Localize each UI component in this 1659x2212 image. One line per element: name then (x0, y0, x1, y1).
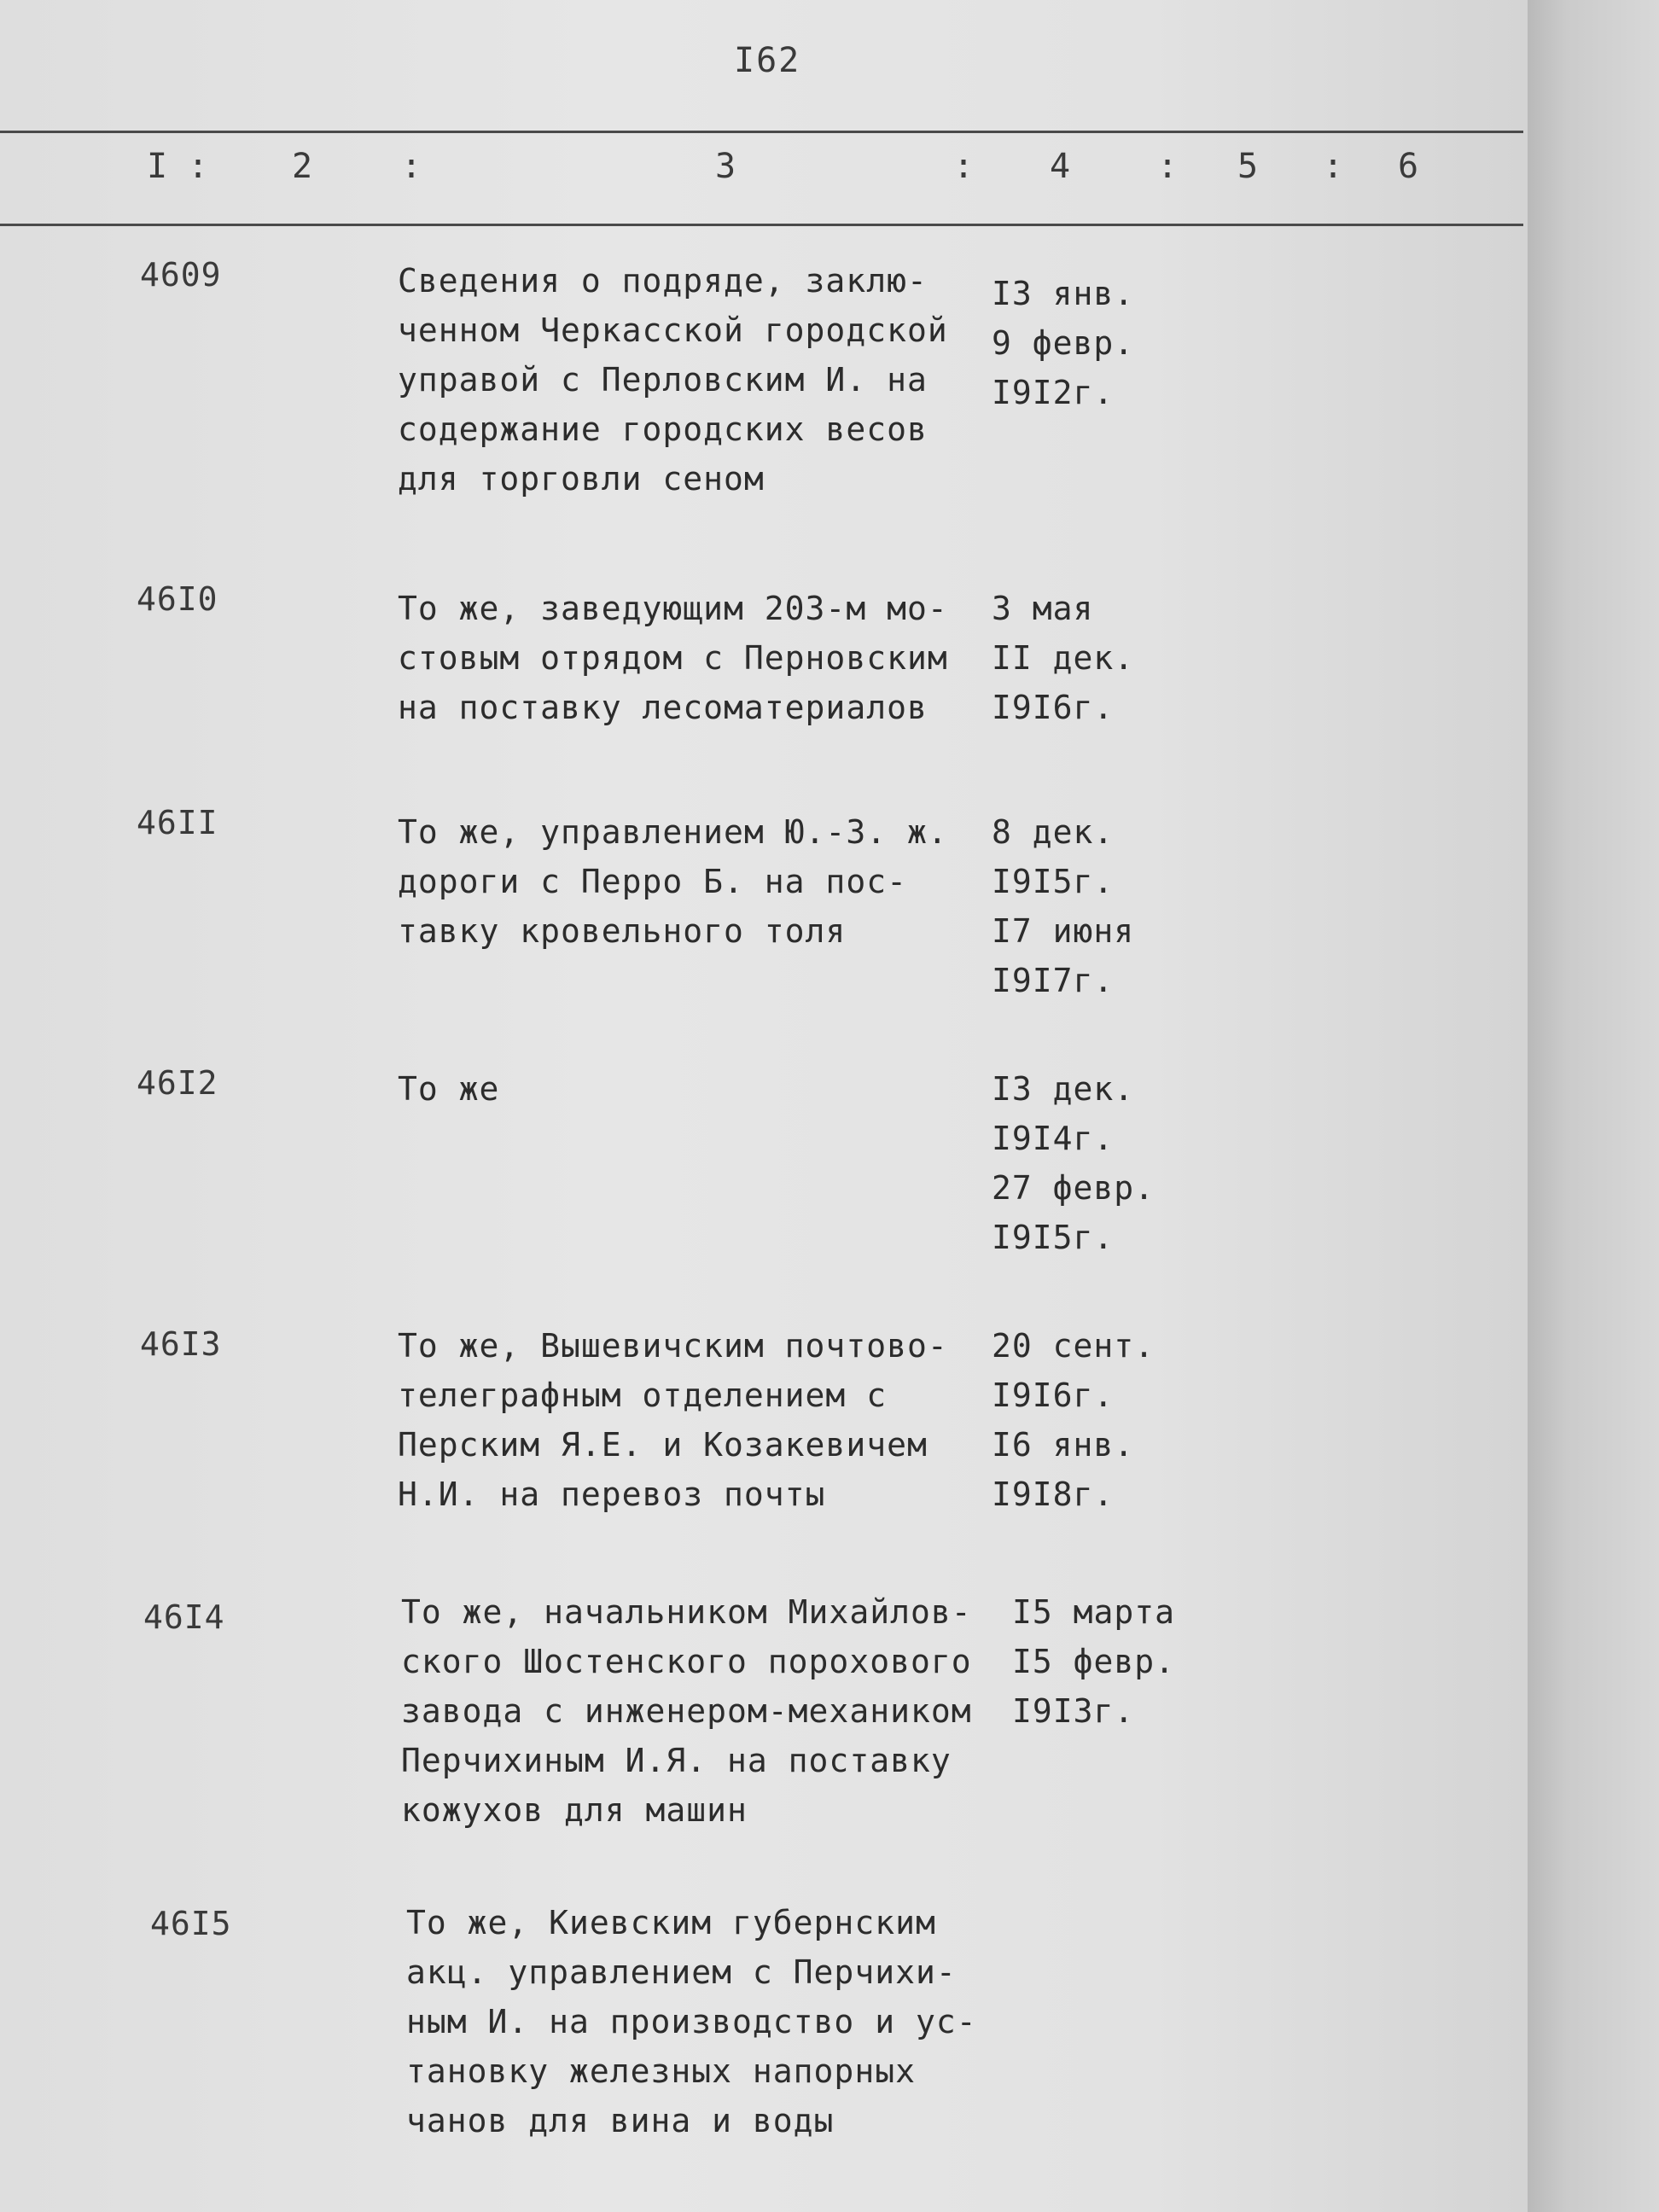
description-line: То же, начальником Михайлов- (401, 1593, 972, 1631)
date-line: I9I5г. (992, 1219, 1115, 1256)
description-line: завода с инженером-механиком (401, 1692, 972, 1730)
page-edge (1528, 0, 1659, 2212)
description-line: Перчихиным И.Я. на поставку (401, 1742, 952, 1779)
date-line: I9I6г. (992, 1377, 1115, 1414)
entry-description (406, 1898, 1004, 2145)
entry-description (398, 807, 995, 956)
description-line: дороги с Перро Б. на пос- (398, 863, 907, 900)
column-separator: : (1157, 147, 1179, 186)
column-header-3: 3 (715, 147, 736, 186)
description-line: ского Шостенского порохового (401, 1643, 972, 1680)
date-line: I5 марта (1012, 1593, 1176, 1631)
entry-dates (992, 1064, 1188, 1262)
entry-dates (1012, 1587, 1208, 1736)
description-line: тановку железных напорных (406, 2052, 916, 2090)
description-line: телеграфным отделением с (398, 1377, 888, 1414)
column-separator: : (401, 147, 422, 186)
column-header-6: 6 (1398, 147, 1419, 186)
entry-number: 46II (137, 804, 218, 841)
date-line: I9I7г. (992, 962, 1115, 999)
entry-dates (992, 269, 1188, 417)
entry-dates (992, 584, 1188, 732)
date-line: I9I8г. (992, 1476, 1115, 1513)
entry-number: 46I3 (140, 1325, 222, 1363)
description-line: управой с Перловским И. на (398, 361, 928, 399)
page-number: I62 (734, 41, 801, 80)
description-line: содержание городских весов (398, 410, 928, 448)
entry-dates (992, 807, 1188, 1005)
description-line: То же, заведующим 203-м мо- (398, 590, 948, 627)
description-line: для торговли сеном (398, 460, 765, 498)
date-line: 20 сент. (992, 1327, 1155, 1365)
date-line: I7 июня (992, 912, 1135, 950)
date-line: I3 дек. (992, 1070, 1135, 1108)
description-line: ным И. на производство и ус- (406, 2003, 977, 2040)
description-line: То же, Вышевичским почтово- (398, 1327, 948, 1365)
description-line: на поставку лесоматериалов (398, 689, 928, 726)
description-line: кожухов для машин (401, 1791, 748, 1829)
column-header-1: I (147, 147, 168, 186)
entry-number: 46I0 (137, 580, 218, 618)
date-line: I9I6г. (992, 689, 1115, 726)
description-line: стовым отрядом с Перновским (398, 639, 948, 677)
header-rule-bottom (0, 224, 1523, 226)
date-line: 3 мая (992, 590, 1094, 627)
entry-description (398, 256, 995, 504)
column-header-4: 4 (1050, 147, 1071, 186)
date-line: II дек. (992, 639, 1135, 677)
entry-number: 46I5 (150, 1905, 232, 1942)
description-line: То же (398, 1070, 500, 1108)
date-line: 8 дек. (992, 813, 1115, 851)
date-line: I9I2г. (992, 374, 1115, 411)
date-line: 9 февр. (992, 324, 1135, 362)
column-separator: : (953, 147, 975, 186)
entry-description (398, 1321, 995, 1519)
entry-description (398, 584, 995, 732)
description-line: Сведения о подряде, заклю- (398, 262, 928, 300)
date-line: I6 янв. (992, 1426, 1135, 1464)
description-line: чанов для вина и воды (406, 2102, 835, 2139)
description-line: акц. управлением с Перчихи- (406, 1953, 957, 1991)
description-line: Перским Я.Е. и Козакевичем (398, 1426, 928, 1464)
date-line: I5 февр. (1012, 1643, 1176, 1680)
date-line: 27 февр. (992, 1169, 1155, 1207)
column-header-2: 2 (292, 147, 313, 186)
date-line: I9I5г. (992, 863, 1115, 900)
description-line: То же, Киевским губернским (406, 1904, 936, 1941)
entry-dates (992, 1321, 1188, 1519)
header-rule-top (0, 131, 1523, 133)
column-header-5: 5 (1237, 147, 1259, 186)
column-separator: : (1323, 147, 1344, 186)
column-separator: : (188, 147, 209, 186)
description-line: То же, управлением Ю.-З. ж. (398, 813, 948, 851)
description-line: ченном Черкасской городской (398, 311, 948, 349)
date-line: I9I3г. (1012, 1692, 1135, 1730)
date-line: I9I4г. (992, 1120, 1115, 1157)
description-line: тавку кровельного толя (398, 912, 847, 950)
date-line: I3 янв. (992, 275, 1135, 312)
entry-description (398, 1064, 995, 1114)
entry-number: 4609 (140, 256, 222, 294)
entry-number: 46I4 (143, 1598, 225, 1636)
entry-description (401, 1587, 998, 1835)
entry-number: 46I2 (137, 1064, 218, 1102)
description-line: Н.И. на перевоз почты (398, 1476, 826, 1513)
